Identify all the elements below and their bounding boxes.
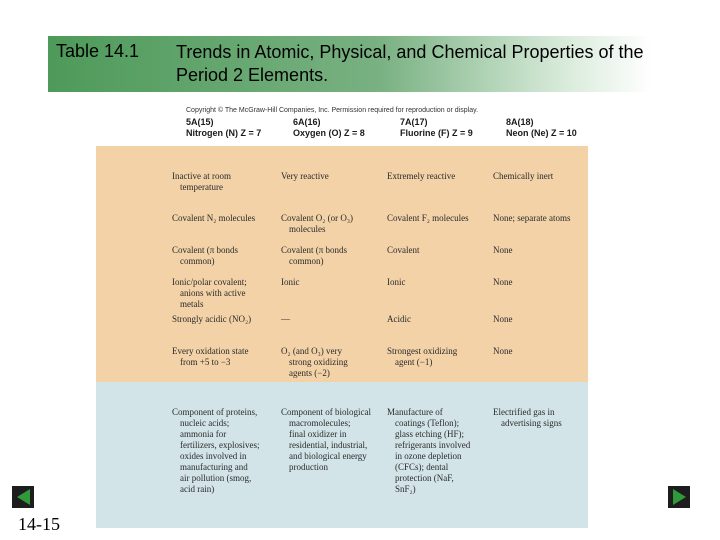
table-cell: Very reactive — [281, 171, 329, 181]
table-cell: Strongest oxidizing agent (−1) — [387, 346, 458, 367]
column-header — [506, 117, 577, 139]
table-cell: Covalent — [387, 245, 420, 255]
triangle-right-icon — [673, 489, 686, 505]
group-label: 6A(16) — [293, 117, 321, 127]
table-cell: O₂ (and O₃) very strong oxidizing agents (−2) — [281, 346, 348, 378]
table-cell: Component of proteins, nucleic acids; ammonia for fertilizers, explosives; oxides involved in manufacturing and air pollution (smog, acid rain) — [172, 407, 260, 494]
column-header — [186, 117, 261, 139]
column-header — [400, 117, 473, 139]
element-label: Fluorine (F) Z = 9 — [400, 128, 473, 138]
triangle-left-icon — [17, 489, 30, 505]
table-cell: None; separate atoms — [493, 213, 571, 223]
table-cell: Acidic — [387, 314, 411, 324]
slide-number: 14-15 — [18, 514, 60, 534]
next-slide-button[interactable] — [668, 486, 690, 508]
table-cell: — — [281, 314, 290, 324]
table-cell: Component of biological macromolecules; final oxidizer in residential, industrial, and biological energy production — [281, 407, 371, 472]
copyright-notice: Copyright © The McGraw-Hill Companies, Inc. Permission required for reproduction or display. — [186, 107, 479, 114]
table-cell: Covalent O₂ (or O₃) molecules — [281, 213, 354, 234]
table-cell: Chemically inert — [493, 171, 554, 181]
table-cell: Covalent F₂ molecules — [387, 213, 469, 223]
table-cell: Strongly acidic (NO₂) — [172, 314, 252, 324]
table-label: Table 14.1 — [56, 41, 140, 61]
table-cell: None — [493, 277, 513, 287]
group-label: 8A(18) — [506, 117, 534, 127]
column-header — [293, 117, 365, 139]
table-cell: Electrified gas in advertising signs — [493, 407, 562, 428]
table-cell: None — [493, 346, 513, 356]
element-label: Oxygen (O) Z = 8 — [293, 128, 365, 138]
group-label: 5A(15) — [186, 117, 214, 127]
table-cell: Ionic/polar covalent; anions with active metals — [172, 277, 247, 309]
table-cell: Covalent (π bonds common) — [172, 245, 239, 266]
table-cell: Inactive at room temperature — [172, 171, 231, 192]
group-label: 7A(17) — [400, 117, 428, 127]
table-cell: Every oxidation state from +5 to −3 — [172, 346, 249, 367]
table-cell: Covalent N₂ molecules — [172, 213, 256, 223]
table-cell: Extremely reactive — [387, 171, 456, 181]
table-cell: None — [493, 245, 513, 255]
table-cell: Ionic — [281, 277, 300, 287]
previous-slide-button[interactable] — [12, 486, 34, 508]
element-label: Neon (Ne) Z = 10 — [506, 128, 577, 138]
table-cell: Manufacture of coatings (Teflon); glass etching (HF); refrigerants involved in ozone depletion (CFCs); dental protection (NaF, SnF₂) — [387, 407, 471, 494]
table-title: Trends in Atomic, Physical, and Chemical Properties of the Period 2 Elements. — [176, 42, 644, 85]
table-cell: None — [493, 314, 513, 324]
element-label: Nitrogen (N) Z = 7 — [186, 128, 262, 138]
table-cell: Ionic — [387, 277, 406, 287]
table-cell: Covalent (π bonds common) — [281, 245, 348, 266]
